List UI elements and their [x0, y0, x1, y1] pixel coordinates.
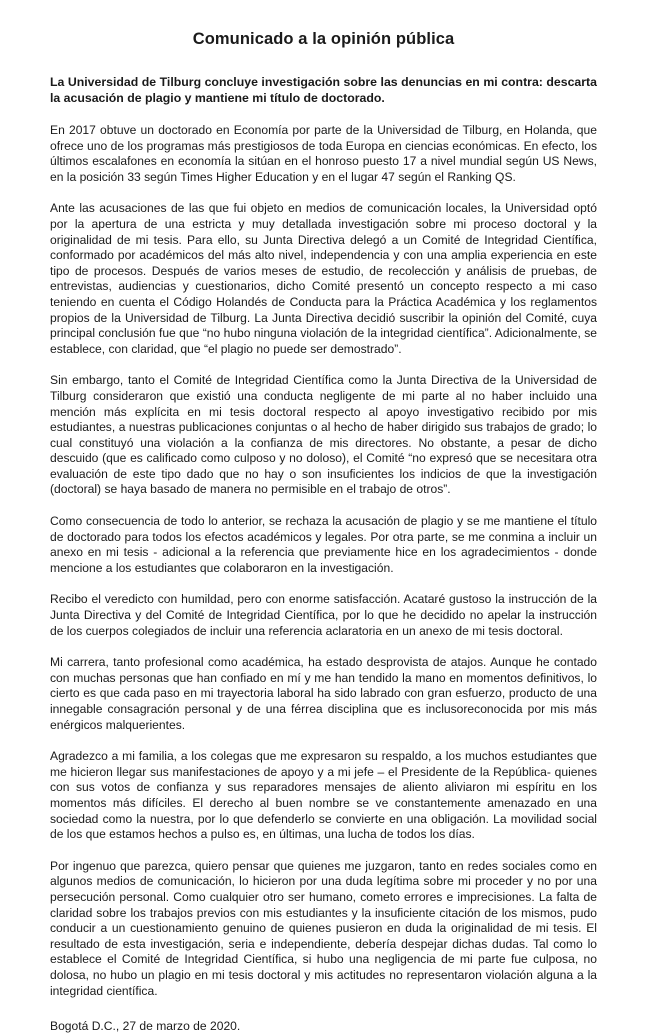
paragraph-7: Agradezco a mi familia, a los colegas que me expresaron su respaldo, a los muchos estudiantes que me hicieron llegar sus manifestaciones de apoyo y a mi jefe – el Presidente de la República- quienes con sus votos de confianza y sus reparadores mensajes de aliento aliviaron mi espíritu en los momentos más difíciles. El derecho al buen nombre se ve constantemente amenazado en una sociedad como la nuestra, por lo que defenderlo se convierte en una obligación. La movilidad social de los que estamos hechos a pulso es, en últimas, una lucha de todos los días.	[50, 749, 597, 842]
signoff-date: Bogotá D.C., 27 de marzo de 2020.	[50, 1019, 241, 1034]
paragraph-1: En 2017 obtuve un doctorado en Economía por parte de la Universidad de Tilburg, en Holanda, que ofrece uno de los programas más prestigiosos de toda Europa en ciencias económicas. En efecto, los últimos escalafones en economía la sitúan en el honroso puesto 17 a nivel mundial según US News, en la posición 33 según Times Higher Education y en el lugar 47 según el Ranking QS.	[50, 123, 597, 184]
paragraph-5: Recibo el veredicto con humildad, pero con enorme satisfacción. Acataré gustoso la instrucción de la Junta Directiva y del Comité de Integridad Científica, por lo que he decidido no apelar la instrucción de los cuerpos colegiados de incluir una referencia aclaratoria en un anexo de mi tesis doctoral.	[50, 592, 597, 638]
paragraph-4: Como consecuencia de todo lo anterior, se rechaza la acusación de plagio y se me mantiene el título de doctorado para todos los efectos académicos y legales. Por otra parte, se me conmina a incluir un anexo en mi tesis - adicional a la referencia que previamente hice en los agradecimientos - donde mencione a los estudiantes que colaboraron en la investigación.	[50, 514, 597, 575]
paragraph-8: Por ingenuo que parezca, quiero pensar que quienes me juzgaron, tanto en redes sociales como en algunos medios de comunicación, lo hicieron por una duda legítima sobre mi proceder y no por una persecución personal. Como cualquier otro ser humano, cometo errores e imprecisiones. La falta de claridad sobre los trabajos previos con mis estudiantes y la insuficiente citación de los mismos, pudo conducir a un cuestionamiento genuino de quienes pusieron en duda la originalidad de mi tesis. El resultado de esta investigación, seria e independiente, debería despejar dichas dudas. Tal como lo establece el Comité de Integridad Científica, si hubo una negligencia de mi parte fue culposa, no dolosa, no hubo un plagio en mi tesis doctoral y mis actitudes no representaron violación alguna a la integridad científica.	[50, 858, 597, 998]
page-title: Comunicado a la opinión pública	[192, 30, 455, 48]
paragraph-6: Mi carrera, tanto profesional como académica, ha estado desprovista de atajos. Aunque he contado con muchas personas que han confiado en mí y me han tendido la mano en momentos definitivos, lo cierto es que cada paso en mi trayectoria laboral ha sido labrado con gran esfuerzo, producto de una innegable consagración personal y de una férrea disciplina que es inclusoreconocida por mis más enérgicos malquerientes.	[50, 655, 597, 732]
lead-statement: La Universidad de Tilburg concluye investigación sobre las denuncias en mi contra: descarta la acusación de plagio y mantiene mi título de doctorado.	[50, 75, 597, 105]
paragraph-2: Ante las acusaciones de las que fui objeto en medios de comunicación locales, la Universidad optó por la apertura de una estricta y muy detallada investigación sobre mi proceso doctoral y la originalidad de mi tesis. Para ello, su Junta Directiva delegó a un Comité de Integridad Científica, conformado por académicos del más alto nivel, independencia y con una amplia experiencia en este tipo de procesos. Después de varios meses de estudio, de recolección y análisis de pruebas, de entrevistas, audiencias y cuestionarios, dicho Comité presentó un concepto respecto a mi caso teniendo en cuenta el Código Holandés de Conducta para la Práctica Académica y los reglamentos propios de la Universidad de Tilburg. La Junta Directiva decidió suscribir la opinión del Comité, cuya principal conclusión fue que “no hubo ninguna violación de la integridad científica”. Adicionalmente, se establece, con claridad, que “el plagio no puede ser demostrado”.	[50, 201, 597, 356]
paragraph-3: Sin embargo, tanto el Comité de Integridad Científica como la Junta Directiva de la Universidad de Tilburg consideraron que existió una conducta negligente de mi parte al no haber incluido una mención más explícita en mi tesis doctoral respecto al apoyo investigativo recibido por mis estudiantes, a nuestras publicaciones conjuntas o al hecho de haber dirigido sus trabajos de grado; lo cual constituyó una violación a la confianza de mis directores. No obstante, a pesar de dicho descuido (que es calificado como culposo y no doloso), el Comité “no expresó que se necesitara otra evaluación de este tipo dado que no hay o son insuficientes los indicios de que la investigación (doctoral) se haya basado de manera no permisible en el trabajo de otros”.	[50, 373, 597, 497]
